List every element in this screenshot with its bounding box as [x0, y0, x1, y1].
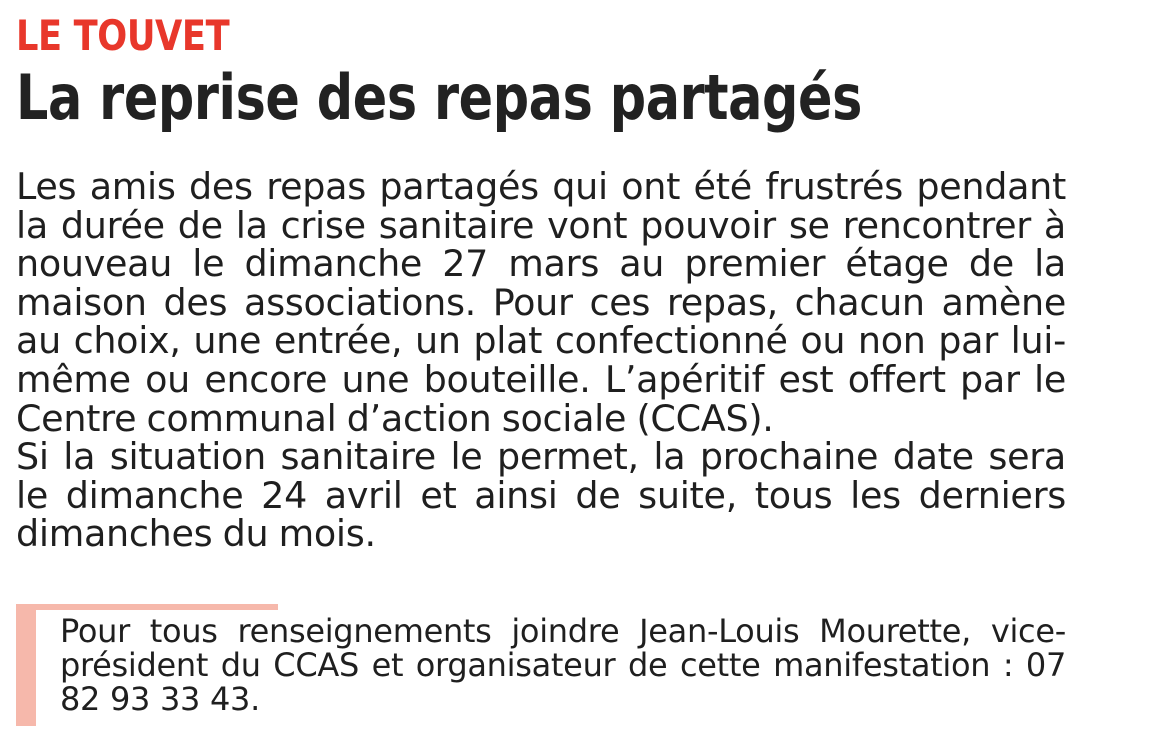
info-box-accent-bar	[16, 604, 36, 726]
article-paragraph: Si la situation sanitaire le permet, la prochaine date sera le dimanche 24 avril et ainsi de suite, tous les derniers dimanches du mois.	[16, 435, 1066, 556]
article-body	[16, 165, 1066, 556]
info-box	[16, 604, 1066, 728]
article-paragraph: Les amis des repas partagés qui ont été frustrés pendant la durée de la crise sanitaire vont pouvoir se rencontrer à nouveau le dimanche 27 mars au premier étage de la maison des associations. Pour ces repas, chacun amène au choix, une entrée, un plat confectionné ou non par lui-même ou encore une bouteille. L’apéritif est offert par le Centre communal d’action sociale (CCAS).	[16, 165, 1066, 440]
article	[16, 11, 1066, 718]
info-box-text: Pour tous renseignements joindre Jean-Louis Mourette, vice-président du CCAS et organisateur de cette manifestation : 07 82 93 33 43.	[60, 612, 1066, 718]
article-headline: La reprise des repas partagés	[16, 61, 862, 134]
article-kicker: LE TOUVET	[16, 11, 230, 60]
info-box-accent-rule	[16, 604, 278, 610]
